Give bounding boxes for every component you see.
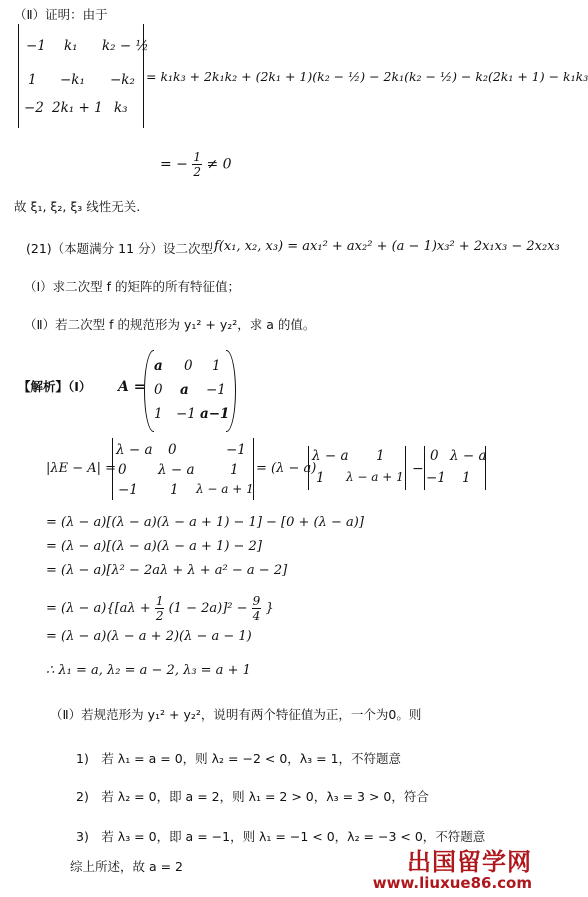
det4-r1c2: λ − a bbox=[450, 448, 487, 464]
det1-result bbox=[160, 150, 232, 179]
part2-solution: （Ⅱ）若规范形为 y₁² + y₂²，说明有两个特征值为正，一个为0。则 bbox=[50, 707, 422, 722]
step-5: = (λ − a)(λ − a + 2)(λ − a − 1) bbox=[46, 629, 252, 644]
watermark-title: 出国留学网 bbox=[407, 848, 532, 876]
det2-r1c3: −1 bbox=[226, 442, 246, 458]
A-r1c1: a bbox=[154, 358, 163, 374]
frac-den: 4 bbox=[252, 609, 261, 623]
det1-r2c3: −k₂ bbox=[110, 72, 135, 88]
frac-num: 1 bbox=[193, 150, 202, 164]
q21-part2: （Ⅱ）若二次型 f 的规范形为 y₁² + y₂²，求 a 的值。 bbox=[24, 317, 316, 332]
det3-r1c2: 1 bbox=[376, 448, 385, 464]
det1-result-fraction bbox=[192, 150, 202, 179]
A-r3c1: 1 bbox=[154, 406, 163, 422]
frac-den: 2 bbox=[193, 165, 202, 179]
watermark-url: www.liuxue86.com bbox=[372, 874, 532, 892]
det2-r1c1: λ − a bbox=[116, 442, 153, 458]
A-r2c1: 0 bbox=[154, 382, 163, 398]
q21-label: (21)（本题满分 11 分）设二次型 bbox=[26, 241, 214, 256]
step-4 bbox=[46, 594, 274, 623]
A-r3c2: −1 bbox=[176, 406, 196, 422]
frac-den: 2 bbox=[155, 609, 164, 623]
A-r2c2: a bbox=[180, 382, 189, 398]
step-3: = (λ − a)[λ² − 2aλ + λ + a² − a − 2] bbox=[46, 563, 288, 578]
q21-part1: （Ⅰ）求二次型 f 的矩阵的所有特征值； bbox=[24, 279, 241, 294]
det3-minus: − bbox=[412, 461, 424, 477]
q21-formula: f(x₁, x₂, x₃) = ax₁² + ax₂² + (a − 1)x₃² + 2x₁x₃ − 2x₂x₃ bbox=[214, 239, 560, 254]
A-r1c2: 0 bbox=[184, 358, 193, 374]
case-2: 2) 若 λ₂ = 0，即 a = 2，则 λ₁ = 2 > 0，λ₃ = 3 > 0，符合 bbox=[76, 789, 429, 804]
matrix-a-left-paren bbox=[144, 350, 154, 432]
eigenvalues-result: ∴ λ₁ = a, λ₂ = a − 2, λ₃ = a + 1 bbox=[46, 663, 251, 678]
step4-part-b: (1 − 2a)]² − bbox=[168, 601, 248, 616]
step4-part-a: = (λ − a){[aλ + bbox=[46, 601, 151, 616]
solution-label: 【解析】（Ⅰ） bbox=[18, 379, 92, 394]
det2-r3c1: −1 bbox=[118, 482, 138, 498]
det4-r2c2: 1 bbox=[462, 470, 471, 486]
det3-r2c2: λ − a + 1 bbox=[346, 470, 404, 484]
step4-frac-nine-quarters bbox=[252, 594, 262, 623]
det3-r2c1: 1 bbox=[316, 470, 325, 486]
case-3: 3) 若 λ₃ = 0，即 a = −1，则 λ₁ = −1 < 0，λ₂ = −3 < 0，不符题意 bbox=[76, 829, 486, 844]
det2-r1c2: 0 bbox=[168, 442, 177, 458]
step-2: = (λ − a)[(λ − a)(λ − a + 1) − 2] bbox=[46, 539, 262, 554]
conclusion-independent: 故 ξ₁, ξ₂, ξ₃ 线性无关. bbox=[14, 199, 141, 214]
watermark-logo bbox=[373, 849, 532, 891]
step-1: = (λ − a)[(λ − a)(λ − a + 1) − 1] − [0 + (λ − a)] bbox=[46, 515, 364, 530]
det1-r1c1: −1 bbox=[26, 38, 46, 54]
det3-r1c1: λ − a bbox=[312, 448, 349, 464]
det1-r1c3: k₂ − ½ bbox=[102, 38, 149, 54]
A-r2c3: −1 bbox=[206, 382, 226, 398]
frac-num: 9 bbox=[252, 594, 261, 608]
final-answer: 综上所述，故 a = 2 bbox=[70, 859, 184, 874]
det1-r1c2: k₁ bbox=[64, 38, 78, 54]
case-1: 1) 若 λ₁ = a = 0，则 λ₂ = −2 < 0，λ₃ = 1，不符题意 bbox=[76, 751, 402, 766]
det1-r3c1: −2 bbox=[24, 100, 44, 116]
det4-r1c1: 0 bbox=[430, 448, 439, 464]
det2-r3c3: λ − a + 1 bbox=[196, 482, 254, 496]
det1-r3c3: k₃ bbox=[114, 100, 128, 116]
step4-part-c: } bbox=[265, 601, 274, 616]
det4-r2c1: −1 bbox=[426, 470, 446, 486]
det1-expansion: = k₁k₃ + 2k₁k₂ + (2k₁ + 1)(k₂ − ½) − 2k₁(k₂ − ½) − k₂(2k₁ + 1) − k₁k₃ bbox=[146, 69, 588, 84]
frac-num: 1 bbox=[155, 594, 164, 608]
det1-r3c2: 2k₁ + 1 bbox=[52, 100, 103, 116]
step4-frac-half bbox=[155, 594, 165, 623]
matrix-a-label: A = bbox=[118, 379, 146, 395]
det1-result-prefix: = − bbox=[160, 156, 188, 173]
det2-r2c3: 1 bbox=[230, 462, 239, 478]
A-r1c3: 1 bbox=[212, 358, 221, 374]
det2-r2c2: λ − a bbox=[158, 462, 195, 478]
char-poly-label: |λE − A| = bbox=[46, 461, 117, 476]
det1-result-suffix: ≠ 0 bbox=[206, 156, 232, 173]
det2-r3c2: 1 bbox=[170, 482, 179, 498]
det1-r2c1: 1 bbox=[28, 72, 37, 88]
part2-heading: （Ⅱ）证明：由于 bbox=[14, 7, 108, 22]
det2-r2c1: 0 bbox=[118, 462, 127, 478]
det1-r2c2: −k₁ bbox=[60, 72, 85, 88]
det2-eq: = (λ − a) bbox=[256, 461, 317, 476]
A-r3c3: a−1 bbox=[200, 406, 230, 422]
